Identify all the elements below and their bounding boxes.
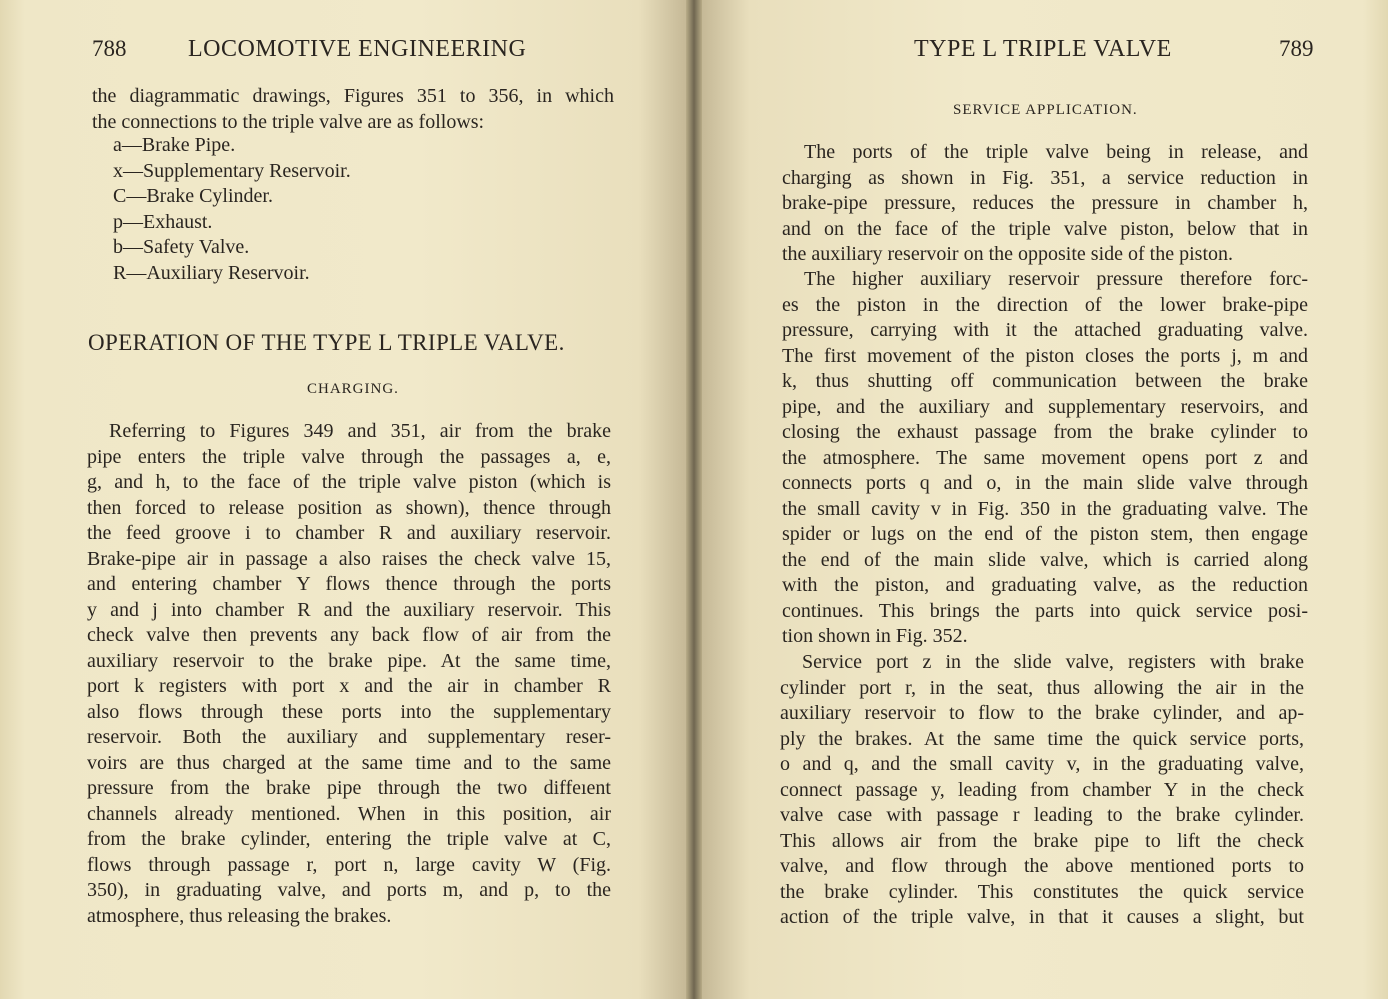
- text-line: auxiliary reservoir to flow to the brake cylinder, and ap-: [780, 702, 1304, 724]
- text-line: flows through passage r, port n, large cavity W (Fig.: [87, 853, 611, 876]
- left-page-number: 788: [92, 36, 127, 61]
- service-paragraph-1: [782, 140, 1308, 268]
- book-gutter: [686, 0, 702, 999]
- text-line: This allows air from the brake pipe to lift the check: [780, 829, 1304, 852]
- charging-paragraph: [87, 419, 611, 929]
- right-page: [694, 0, 1388, 999]
- text-line: atmosphere, thus releasing the brakes.: [87, 904, 392, 927]
- text-line: The ports of the triple valve being in release, and: [804, 141, 1308, 163]
- text-line: y and j into chamber R and the auxiliary reservoir. This: [87, 598, 611, 621]
- list-item: p—Exhaust.: [113, 210, 213, 233]
- text-line: action of the triple valve, in that it causes a slight, but: [780, 906, 1304, 928]
- text-line: reservoir. Both the auxiliary and supplementary reser-: [87, 726, 611, 748]
- text-line: Service port z in the slide valve, registers with brake: [802, 651, 1304, 673]
- text-line: voirs are thus charged at the same time and to the same: [87, 751, 611, 774]
- list-item: a—Brake Pipe.: [113, 134, 236, 156]
- text-line: brake-pipe pressure, reduces the pressure in chamber h,: [782, 192, 1308, 214]
- text-line: valve case with passage r leading to the brake cylinder.: [780, 804, 1304, 826]
- text-line: the connections to the triple valve are as follows:: [92, 110, 485, 133]
- text-line: connects ports q and o, in the main slide valve through: [782, 472, 1308, 494]
- subheading-service-application: SERVICE APPLICATION.: [953, 102, 1138, 118]
- right-page-number: 789: [1279, 36, 1314, 61]
- text-line: also flows through these ports into the supplementary: [87, 700, 611, 723]
- right-running-head: TYPE L TRIPLE VALVE: [914, 36, 1172, 62]
- text-line: the feed groove i to chamber R and auxiliary reservoir.: [87, 522, 611, 544]
- text-line: the auxiliary reservoir on the opposite side of the piston.: [782, 243, 1234, 265]
- text-line: The first movement of the piston closes the ports j, m and: [782, 344, 1308, 367]
- text-line: continues. This brings the parts into quick service posi-: [782, 599, 1308, 622]
- text-line: check valve then prevents any back flow of air from the: [87, 624, 611, 646]
- list-item: x—Supplementary Reservoir.: [113, 159, 351, 182]
- service-paragraph-3: [780, 650, 1304, 931]
- text-line: connect passage y, leading from chamber Y in the check: [780, 778, 1304, 801]
- text-line: cylinder port r, in the seat, thus allowing the air in the: [780, 676, 1304, 699]
- section-title: OPERATION OF THE TYPE L TRIPLE VALVE.: [88, 330, 565, 355]
- text-line: pressure from the brake pipe through the two diffeıent: [87, 777, 611, 799]
- text-line: k, thus shutting off communication between the brake: [782, 370, 1308, 392]
- text-line: then forced to release position as shown), thence through: [87, 496, 611, 519]
- text-line: the atmosphere. The same movement opens port z and: [782, 446, 1308, 469]
- list-item: b—Safety Valve.: [113, 236, 250, 258]
- text-line: auxiliary reservoir to the brake pipe. At the same time,: [87, 649, 611, 672]
- text-line: channels already mentioned. When in this position, air: [87, 802, 611, 825]
- text-line: tion shown in Fig. 352.: [782, 625, 968, 647]
- connection-list: [92, 133, 614, 286]
- text-line: Brake-pipe air in passage a also raises the check valve 15,: [87, 547, 611, 570]
- left-running-head: LOCOMOTIVE ENGINEERING: [188, 36, 527, 62]
- subheading-charging: CHARGING.: [307, 381, 399, 397]
- intro-text: [92, 84, 614, 135]
- text-line: o and q, and the small cavity v, in the graduating valve,: [780, 753, 1304, 775]
- text-line: Referring to Figures 349 and 351, air from the brake: [109, 420, 611, 442]
- text-line: 350), in graduating valve, and ports m, and p, to the: [87, 879, 611, 901]
- text-line: port k registers with port x and the air in chamber R: [87, 675, 611, 697]
- text-line: spider or lugs on the end of the piston stem, then engage: [782, 523, 1308, 545]
- text-line: pressure, carrying with it the attached graduating valve.: [782, 319, 1308, 341]
- text-line: g, and h, to the face of the triple valve piston (which is: [87, 471, 611, 493]
- text-line: and on the face of the triple valve piston, below that in: [782, 217, 1308, 240]
- text-line: The higher auxiliary reservoir pressure therefore forc-: [804, 268, 1308, 290]
- text-line: es the piston in the direction of the lower brake-pipe: [782, 293, 1308, 316]
- text-line: pipe enters the triple valve through the passages a, e,: [87, 445, 611, 468]
- text-line: the diagrammatic drawings, Figures 351 to 356, in which: [92, 85, 614, 107]
- list-item: C—Brake Cylinder.: [113, 185, 273, 207]
- text-line: from the brake cylinder, entering the triple valve at C,: [87, 828, 611, 850]
- text-line: the brake cylinder. This constitutes the quick service: [780, 880, 1304, 903]
- text-line: and entering chamber Y flows thence through the ports: [87, 573, 611, 595]
- service-paragraph-2: [782, 267, 1308, 650]
- list-item: R—Auxiliary Reservoir.: [113, 261, 310, 284]
- text-line: ply the brakes. At the same time the quick service ports,: [780, 727, 1304, 750]
- text-line: the small cavity v in Fig. 350 in the graduating valve. The: [782, 497, 1308, 520]
- text-line: valve, and flow through the above mentioned ports to: [780, 855, 1304, 877]
- text-line: pipe, and the auxiliary and supplementary reservoirs, and: [782, 395, 1308, 418]
- text-line: closing the exhaust passage from the brake cylinder to: [782, 421, 1308, 443]
- text-line: with the piston, and graduating valve, as the reduction: [782, 574, 1308, 596]
- text-line: the end of the main slide valve, which is carried along: [782, 548, 1308, 571]
- text-line: charging as shown in Fig. 351, a service reduction in: [782, 166, 1308, 189]
